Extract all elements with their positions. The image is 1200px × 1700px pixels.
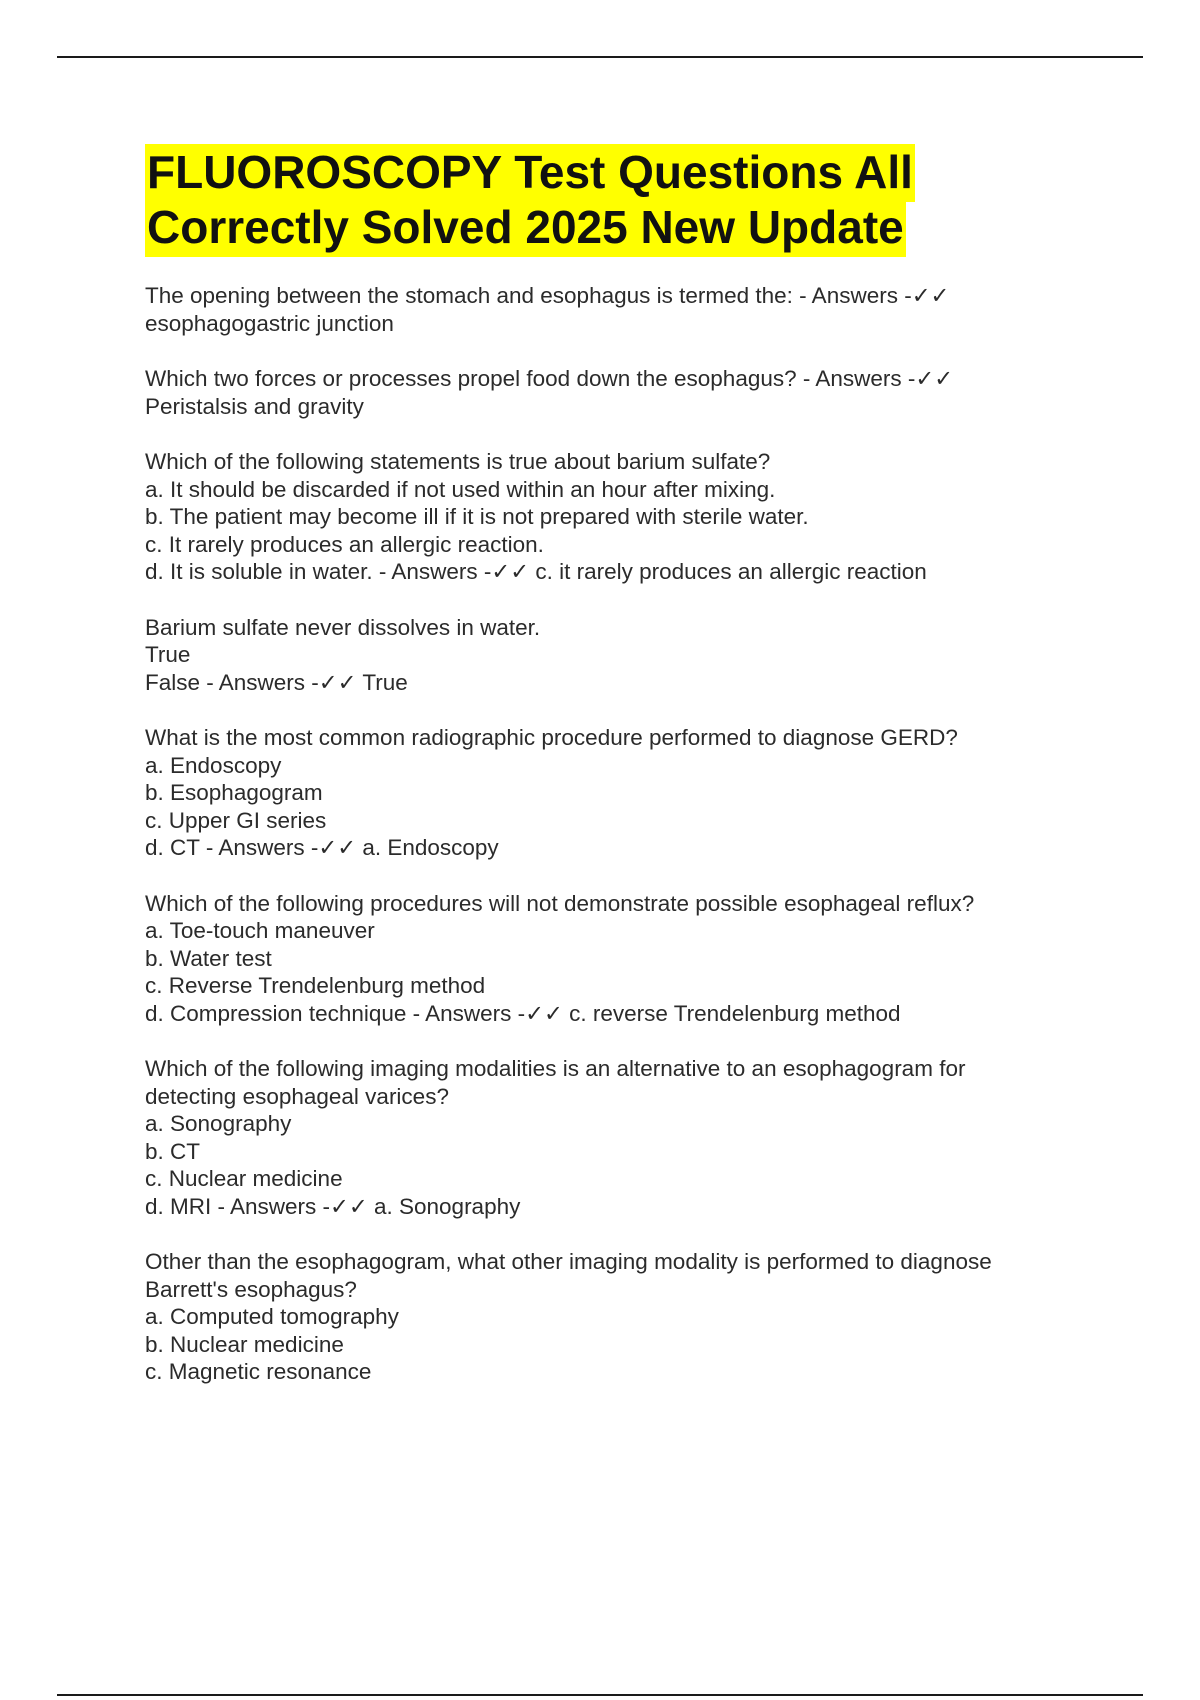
question-line: d. MRI - Answers -✓✓ a. Sonography: [145, 1193, 521, 1219]
question-text: Which of the following imaging modalities is an alternative to an esophagogram for: [145, 1056, 966, 1081]
title-line-2: Correctly Solved 2025 New Update: [145, 199, 906, 257]
question-list: [145, 282, 1105, 1386]
question-text: Which two forces or processes propel food down the esophagus? - Answers -✓✓: [145, 366, 954, 391]
question-line: c. Upper GI series: [145, 807, 327, 833]
question-text: The opening between the stomach and esophagus is termed the: - Answers -✓✓: [145, 283, 950, 308]
question-block: [145, 724, 1105, 862]
top-rule: [57, 56, 1143, 58]
question-block: [145, 614, 1105, 697]
question-text: Other than the esophagogram, what other imaging modality is performed to diagnose: [145, 1249, 992, 1274]
question-block: [145, 890, 1105, 1028]
title-line-1: FLUOROSCOPY Test Questions All: [145, 144, 915, 202]
question-line: b. Nuclear medicine: [145, 1331, 344, 1357]
question-line: True: [145, 642, 191, 667]
question-line: a. Endoscopy: [145, 752, 282, 778]
document-body: [145, 145, 1105, 1414]
question-text: What is the most common radiographic procedure performed to diagnose GERD?: [145, 725, 958, 750]
question-block: [145, 1055, 1105, 1220]
question-line: a. Computed tomography: [145, 1304, 399, 1329]
document-title: [145, 145, 1105, 255]
question-line: c. Reverse Trendelenburg method: [145, 973, 486, 998]
question-line: False - Answers -✓✓ True: [145, 669, 408, 695]
question-line: d. CT - Answers -✓✓ a. Endoscopy: [145, 835, 499, 860]
question-text: Barium sulfate never dissolves in water.: [145, 614, 541, 640]
question-block: [145, 1248, 1105, 1386]
question-line: c. Magnetic resonance: [145, 1359, 372, 1384]
question-line: a. It should be discarded if not used within an hour after mixing.: [145, 476, 776, 502]
question-text: Which of the following statements is true about barium sulfate?: [145, 449, 771, 474]
question-line: b. Esophagogram: [145, 780, 323, 805]
question-line: b. The patient may become ill if it is not prepared with sterile water.: [145, 504, 809, 529]
question-line: b. Water test: [145, 945, 272, 971]
question-line: a. Toe-touch maneuver: [145, 918, 375, 943]
question-line: Barrett's esophagus?: [145, 1276, 357, 1302]
question-line: detecting esophageal varices?: [145, 1083, 449, 1109]
question-block: [145, 365, 1105, 420]
question-line: c. Nuclear medicine: [145, 1166, 343, 1191]
question-line: d. It is soluble in water. - Answers -✓✓ c. it rarely produces an allergic reaction: [145, 559, 927, 584]
question-line: a. Sonography: [145, 1111, 292, 1136]
question-line: d. Compression technique - Answers -✓✓ c. reverse Trendelenburg method: [145, 1000, 901, 1026]
question-line: esophagogastric junction: [145, 310, 394, 336]
bottom-rule: [57, 1694, 1143, 1696]
question-text: Which of the following procedures will not demonstrate possible esophageal reflux?: [145, 890, 975, 916]
question-block: [145, 282, 1105, 337]
question-line: Peristalsis and gravity: [145, 393, 364, 419]
question-line: b. CT: [145, 1138, 201, 1164]
question-block: [145, 448, 1105, 586]
question-line: c. It rarely produces an allergic reaction.: [145, 531, 544, 557]
